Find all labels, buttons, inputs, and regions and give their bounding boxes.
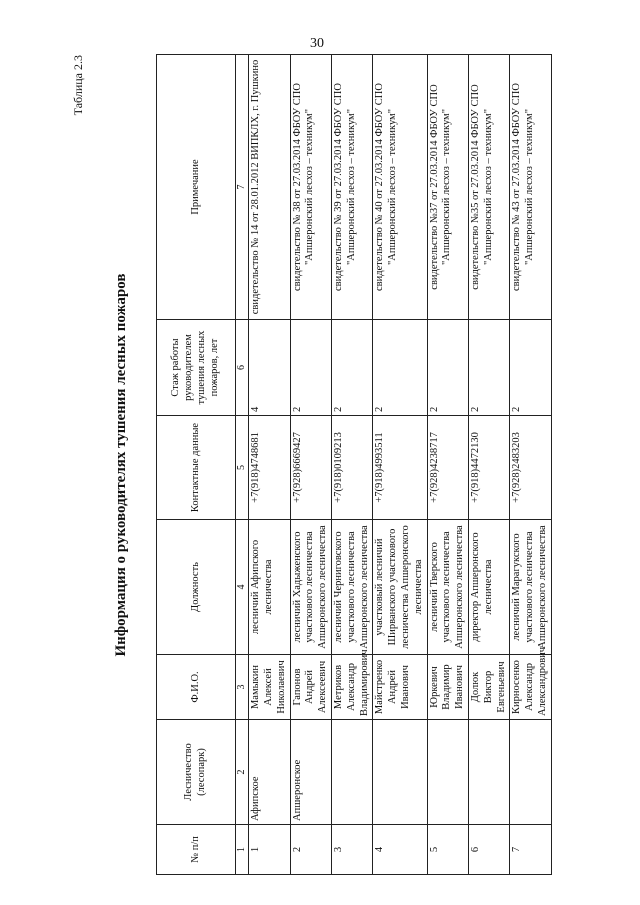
- fio-cell: Кирносенко Александр Александрович: [510, 655, 551, 720]
- column-number: 4: [236, 520, 249, 655]
- header-cell: Должность: [157, 520, 236, 655]
- row-number: 5: [427, 825, 468, 875]
- table-label: Таблица 2.3: [71, 55, 85, 116]
- position-cell: лесничий Тверского участкового лесничества Апшеронского лесничества: [427, 520, 468, 655]
- fio-cell: Юркевич Владимир Иванович: [427, 655, 468, 720]
- column-number: 1: [236, 825, 249, 875]
- fio-cell: Майстренко Андрей Иванович: [373, 655, 427, 720]
- header-cell: Примечание: [157, 55, 236, 320]
- column-number: 7: [236, 55, 249, 320]
- forestry-cell: [331, 720, 372, 825]
- forestry-cell: [427, 720, 468, 825]
- position-cell: лесничий Хадыженского участкового лесничества Апшеронского лесничества: [290, 520, 331, 655]
- experience-cell: 2: [427, 320, 468, 416]
- fio-cell: Гапонов Андрей Алексеевич: [290, 655, 331, 720]
- note-cell: свидетельство №35 от 27.03.2014 ФБОУ СПО "Апшеронский лесхоз – техникум": [468, 55, 509, 320]
- forestry-cell: [510, 720, 551, 825]
- forestry-cell: Апшеронское: [290, 720, 331, 825]
- column-number-row: [236, 55, 249, 875]
- header-row: [157, 55, 236, 875]
- fio-cell: Мамыкин Алексей Николаевич: [249, 655, 290, 720]
- row-number: 4: [373, 825, 427, 875]
- table-title: Информация о руководителях тушения лесных пожаров: [113, 273, 129, 657]
- forestry-cell: [468, 720, 509, 825]
- header-cell: Стаж работы руководителем тушения лесных пожаров, лет: [157, 320, 236, 416]
- experience-cell: 2: [331, 320, 372, 416]
- page-number: 30: [310, 36, 324, 51]
- column-number: 3: [236, 655, 249, 720]
- table-row: [331, 55, 372, 875]
- note-cell: свидетельство № 39 от 27.03.2014 ФБОУ СПО "Апшеронский лесхоз – техникум": [331, 55, 372, 320]
- header-cell: Контактные данные: [157, 416, 236, 520]
- position-cell: лесничий Афипского лесничества: [249, 520, 290, 655]
- experience-cell: 4: [249, 320, 290, 416]
- position-cell: участковый лесничий Ширванского участкового лесничества Апшеронского лесничества: [373, 520, 427, 655]
- contact-cell: +7(918)4993511: [373, 416, 427, 520]
- table-row: [510, 55, 551, 875]
- contact-cell: +7(928)6669427: [290, 416, 331, 520]
- contact-cell: +7(918)4748681: [249, 416, 290, 520]
- header-cell: № п/п: [157, 825, 236, 875]
- table-row: [249, 55, 290, 875]
- experience-cell: 2: [510, 320, 551, 416]
- row-number: 7: [510, 825, 551, 875]
- note-cell: свидетельство №37 от 27.03.2014 ФБОУ СПО "Апшеронский лесхоз – техникум": [427, 55, 468, 320]
- row-number: 1: [249, 825, 290, 875]
- row-number: 2: [290, 825, 331, 875]
- fio-cell: Долюк Виктор Евгеньевич: [468, 655, 509, 720]
- rotated-table-area: [71, 55, 596, 875]
- column-number: 5: [236, 416, 249, 520]
- note-cell: свидетельство № 43 от 27.03.2014 ФБОУ СПО "Апшеронский лесхоз – техникум": [510, 55, 551, 320]
- contact-cell: +7(928)2483203: [510, 416, 551, 520]
- fio-cell: Метриков Александр Владимирович: [331, 655, 372, 720]
- table-row: [468, 55, 509, 875]
- position-cell: директор Апшеронского лесничества: [468, 520, 509, 655]
- contact-cell: +7(918)4472130: [468, 416, 509, 520]
- table-row: [290, 55, 331, 875]
- contact-cell: +7(928)4238717: [427, 416, 468, 520]
- position-cell: лесничий Черниговского участкового лесничества Апшеронского лесничества: [331, 520, 372, 655]
- note-cell: свидетельство № 40 от 27.03.2014 ФБОУ СПО "Апшеронский лесхоз – техникум": [373, 55, 427, 320]
- row-number: 6: [468, 825, 509, 875]
- forestry-cell: [373, 720, 427, 825]
- note-cell: свидетельство № 38 от 27.03.2014 ФБОУ СПО "Апшеронский лесхоз – техникум": [290, 55, 331, 320]
- forestry-cell: Афипское: [249, 720, 290, 825]
- header-cell: Ф.И.О.: [157, 655, 236, 720]
- experience-cell: 2: [373, 320, 427, 416]
- header-cell: Лесничество (лесопарк): [157, 720, 236, 825]
- contact-cell: +7(918)0109213: [331, 416, 372, 520]
- table-row: [427, 55, 468, 875]
- position-cell: лесничий Марагукского участкового лесничества Апшеронского лесничества: [510, 520, 551, 655]
- column-number: 2: [236, 720, 249, 825]
- table-row: [373, 55, 427, 875]
- note-cell: свидетельство № 14 от 28.01.2012 ВИПКЛХ, г. Пушкино: [249, 55, 290, 320]
- experience-cell: 2: [468, 320, 509, 416]
- experience-cell: 2: [290, 320, 331, 416]
- row-number: 3: [331, 825, 372, 875]
- column-number: 6: [236, 320, 249, 416]
- fire-leaders-table: [156, 54, 552, 875]
